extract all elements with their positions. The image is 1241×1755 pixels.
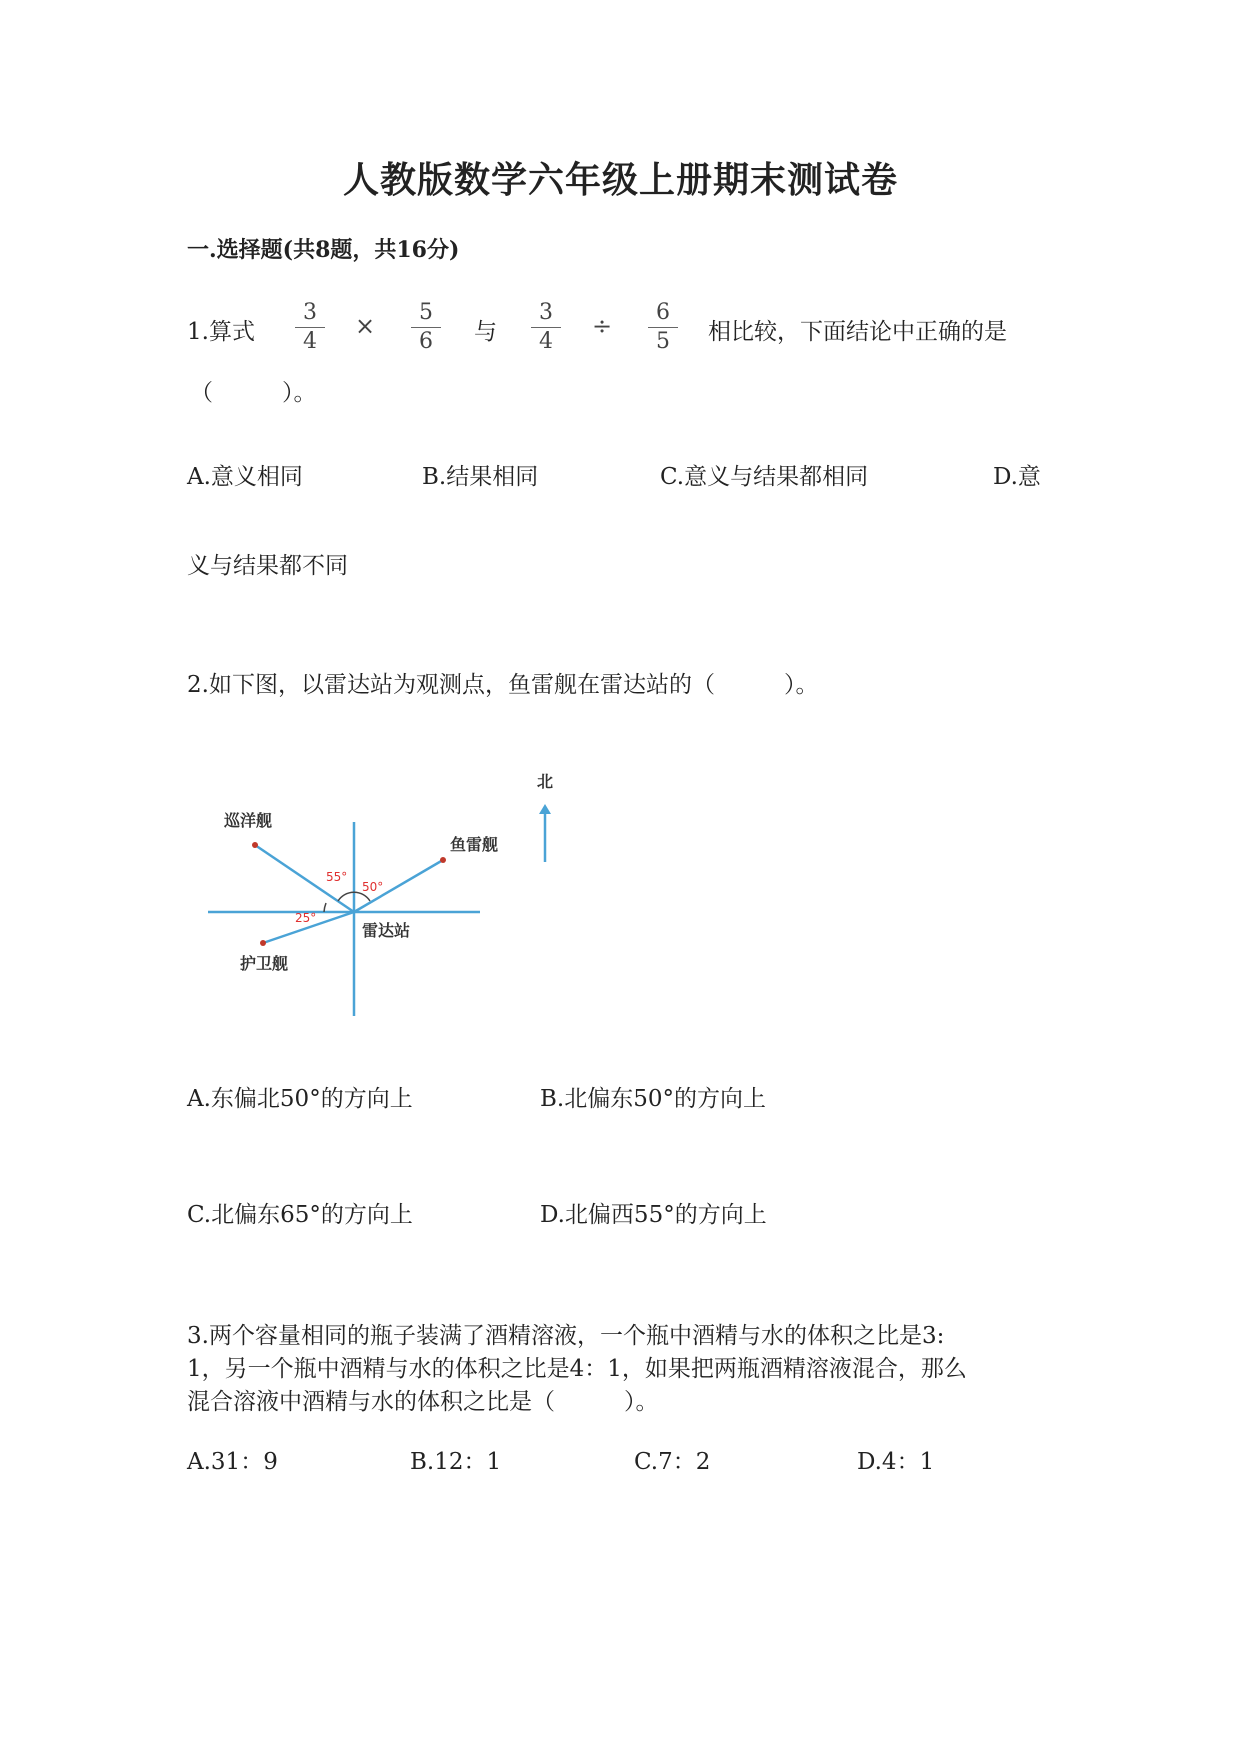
label-escort: 护卫舰 [240,954,289,973]
q1-prefix: 1.算式 [187,319,255,345]
escort-dot [260,940,266,946]
q3-line-2: 1，另一个瓶中酒精与水的体积之比是4：1，如果把两瓶酒精溶液混合，那么 [187,1356,967,1382]
q3-option-c[interactable]: C.7：2 [634,1449,711,1475]
q1-f2-denominator: 6 [419,329,433,354]
q3-option-b[interactable]: B.12：1 [410,1449,502,1475]
section-heading: 一.选择题(共8题，共16分) [187,237,460,263]
north-arrow-icon [539,804,551,814]
q2-text: 2.如下图，以雷达站为观测点，鱼雷舰在雷达站的（ ）。 [187,672,819,698]
q1-f3-numerator: 3 [531,300,561,328]
q1-answer-blank: （ ）。 [190,380,317,406]
q2-option-d[interactable]: D.北偏西55°的方向上 [540,1202,767,1228]
q2-option-b[interactable]: B.北偏东50°的方向上 [540,1086,766,1112]
q1-f1-numerator: 3 [295,300,325,328]
angle-label-25: 25° [295,911,317,925]
q3-option-a[interactable]: A.31：9 [187,1449,278,1475]
angle-arc-west [324,903,326,912]
angle-label-50: 50° [362,880,384,894]
north-label: 北 [537,772,554,791]
q1-f4-numerator: 6 [648,300,678,328]
q3-line-1: 3.两个容量相同的瓶子装满了酒精溶液，一个瓶中酒精与水的体积之比是3: [187,1323,945,1349]
cruiser-dot [252,842,258,848]
q1-option-b[interactable]: B.结果相同 [422,464,539,490]
label-cruiser: 巡洋舰 [224,811,273,830]
q1-fraction-2 [411,300,441,355]
q1-option-d-continued[interactable]: 义与结果都不同 [187,553,348,579]
q2-option-a[interactable]: A.东偏北50°的方向上 [187,1086,413,1112]
direction-diagram [200,760,560,1020]
q1-conjunction: 与 [474,319,497,345]
angle-label-55: 55° [326,870,348,884]
q1-option-d[interactable]: D.意 [993,464,1041,490]
q1-fraction-3 [531,300,561,355]
page-title: 人教版数学六年级上册期末测试卷 [342,159,898,201]
q1-f2-numerator: 5 [411,300,441,328]
q1-f1-denominator: 4 [303,329,317,354]
q3-line-3: 混合溶液中酒精与水的体积之比是（ ）。 [187,1389,659,1415]
north-indicator [525,768,565,868]
q1-f4-denominator: 5 [656,329,670,354]
q1-option-a[interactable]: A.意义相同 [187,464,303,490]
torpedo-boat-dot [440,857,446,863]
q1-divide-sign: ÷ [592,312,613,340]
label-torpedo-boat: 鱼雷舰 [450,835,499,854]
q1-f3-denominator: 4 [539,329,553,354]
q1-fraction-1 [295,300,325,355]
q1-suffix: 相比较，下面结论中正确的是 [708,319,1007,345]
q2-option-c[interactable]: C.北偏东65°的方向上 [187,1202,413,1228]
q1-multiply-sign: × [355,312,376,340]
label-radar-station: 雷达站 [362,921,411,940]
q3-option-d[interactable]: D.4：1 [857,1449,935,1475]
q1-fraction-4 [648,300,678,355]
q1-option-c[interactable]: C.意义与结果都相同 [660,464,869,490]
